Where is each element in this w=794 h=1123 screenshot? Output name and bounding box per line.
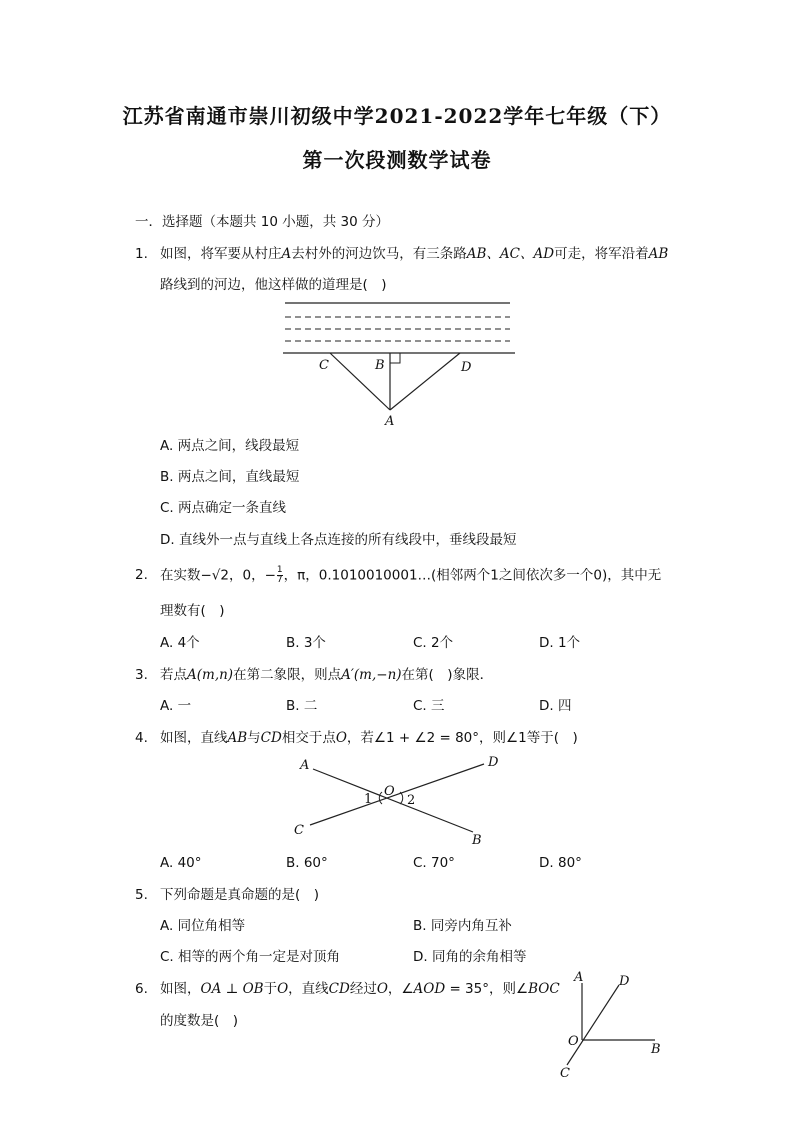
option-b[interactable]: B. 同旁内角互补 bbox=[413, 918, 512, 934]
question-number: 1. bbox=[135, 246, 148, 262]
question-text: 如图，将军要从村庄A去村外的河边饮马，有三条路AB、AC、AD可走，将军沿着AB bbox=[160, 246, 669, 262]
label-D: D bbox=[461, 360, 472, 375]
label-O: O bbox=[568, 1034, 579, 1049]
question-text-continued: 路线到的河边，他这样做的道理是( ) bbox=[160, 277, 387, 293]
option-a[interactable]: A. 40° bbox=[160, 855, 202, 871]
option-a[interactable]: A. 同位角相等 bbox=[160, 918, 246, 934]
question-number: 6. bbox=[135, 981, 148, 997]
option-c[interactable]: C. 2个 bbox=[413, 635, 454, 651]
option-b[interactable]: B. 3个 bbox=[286, 635, 326, 651]
label-D: D bbox=[488, 755, 499, 770]
question-text: 下列命题是真命题的是( ) bbox=[160, 887, 320, 903]
option-c[interactable]: C. 70° bbox=[413, 855, 455, 871]
option-a[interactable]: A. 4个 bbox=[160, 635, 200, 651]
exam-title-line2: 第一次段测数学试卷 bbox=[302, 148, 492, 172]
label-B: B bbox=[472, 833, 482, 847]
question-text: 在实数−√2，0，− $\frac{1}{7}$ ，π，0.1010010001…(相邻两个1之间依次多一个0)，其中无 bbox=[160, 565, 662, 585]
question-number: 5. bbox=[135, 887, 148, 903]
river-road-figure bbox=[275, 295, 525, 430]
option-b[interactable]: B. 两点之间，直线最短 bbox=[160, 469, 300, 485]
angle-1-label: 1 bbox=[364, 792, 373, 807]
label-C: C bbox=[319, 358, 329, 373]
option-a[interactable]: A. 两点之间，线段最短 bbox=[160, 438, 300, 454]
option-b[interactable]: B. 60° bbox=[286, 855, 328, 871]
question-text-continued: 的度数是( ) bbox=[160, 1013, 239, 1029]
label-C: C bbox=[560, 1066, 570, 1080]
angle-2-label: 2 bbox=[407, 793, 416, 808]
label-D: D bbox=[619, 974, 630, 989]
option-d[interactable]: D. 四 bbox=[539, 698, 572, 714]
label-C: C bbox=[294, 823, 304, 838]
label-A: A bbox=[300, 758, 310, 773]
option-b[interactable]: B. 二 bbox=[286, 698, 318, 714]
question-number: 2. bbox=[135, 567, 148, 583]
question-number: 3. bbox=[135, 667, 148, 683]
question-text: 若点A(m,n)在第二象限，则点A′(m,−n)在第( )象限． bbox=[160, 667, 494, 683]
question-text: 如图，OA ⊥ OB于O，直线CD经过O，∠AOD = 35°，则∠BOC bbox=[160, 981, 560, 997]
label-A: A bbox=[574, 970, 584, 985]
exam-title-line1: 江苏省南通市崇川初级中学2021-2022学年七年级（下） bbox=[122, 104, 672, 128]
option-d[interactable]: D. 同角的余角相等 bbox=[413, 949, 527, 965]
question-text-continued: 理数有( ) bbox=[160, 603, 225, 619]
perpendicular-figure bbox=[555, 965, 675, 1080]
question-number: 4. bbox=[135, 730, 148, 746]
intersecting-lines-figure bbox=[290, 752, 510, 847]
option-c[interactable]: C. 两点确定一条直线 bbox=[160, 500, 287, 516]
section-heading: 一．选择题（本题共 10 小题，共 30 分） bbox=[135, 214, 390, 230]
option-d[interactable]: D. 直线外一点与直线上各点连接的所有线段中，垂线段最短 bbox=[160, 532, 517, 548]
option-a[interactable]: A. 一 bbox=[160, 698, 192, 714]
label-A: A bbox=[385, 414, 395, 429]
option-d[interactable]: D. 80° bbox=[539, 855, 582, 871]
question-text: 如图，直线AB与CD相交于点O，若∠1 + ∠2 = 80°，则∠1等于( ) bbox=[160, 730, 578, 746]
option-c[interactable]: C. 三 bbox=[413, 698, 445, 714]
option-c[interactable]: C. 相等的两个角一定是对顶角 bbox=[160, 949, 341, 965]
fraction: $\frac{1}{7}$ bbox=[276, 565, 283, 585]
label-O: O bbox=[384, 784, 395, 799]
label-B: B bbox=[375, 358, 385, 373]
option-d[interactable]: D. 1个 bbox=[539, 635, 581, 651]
label-B: B bbox=[651, 1042, 661, 1057]
